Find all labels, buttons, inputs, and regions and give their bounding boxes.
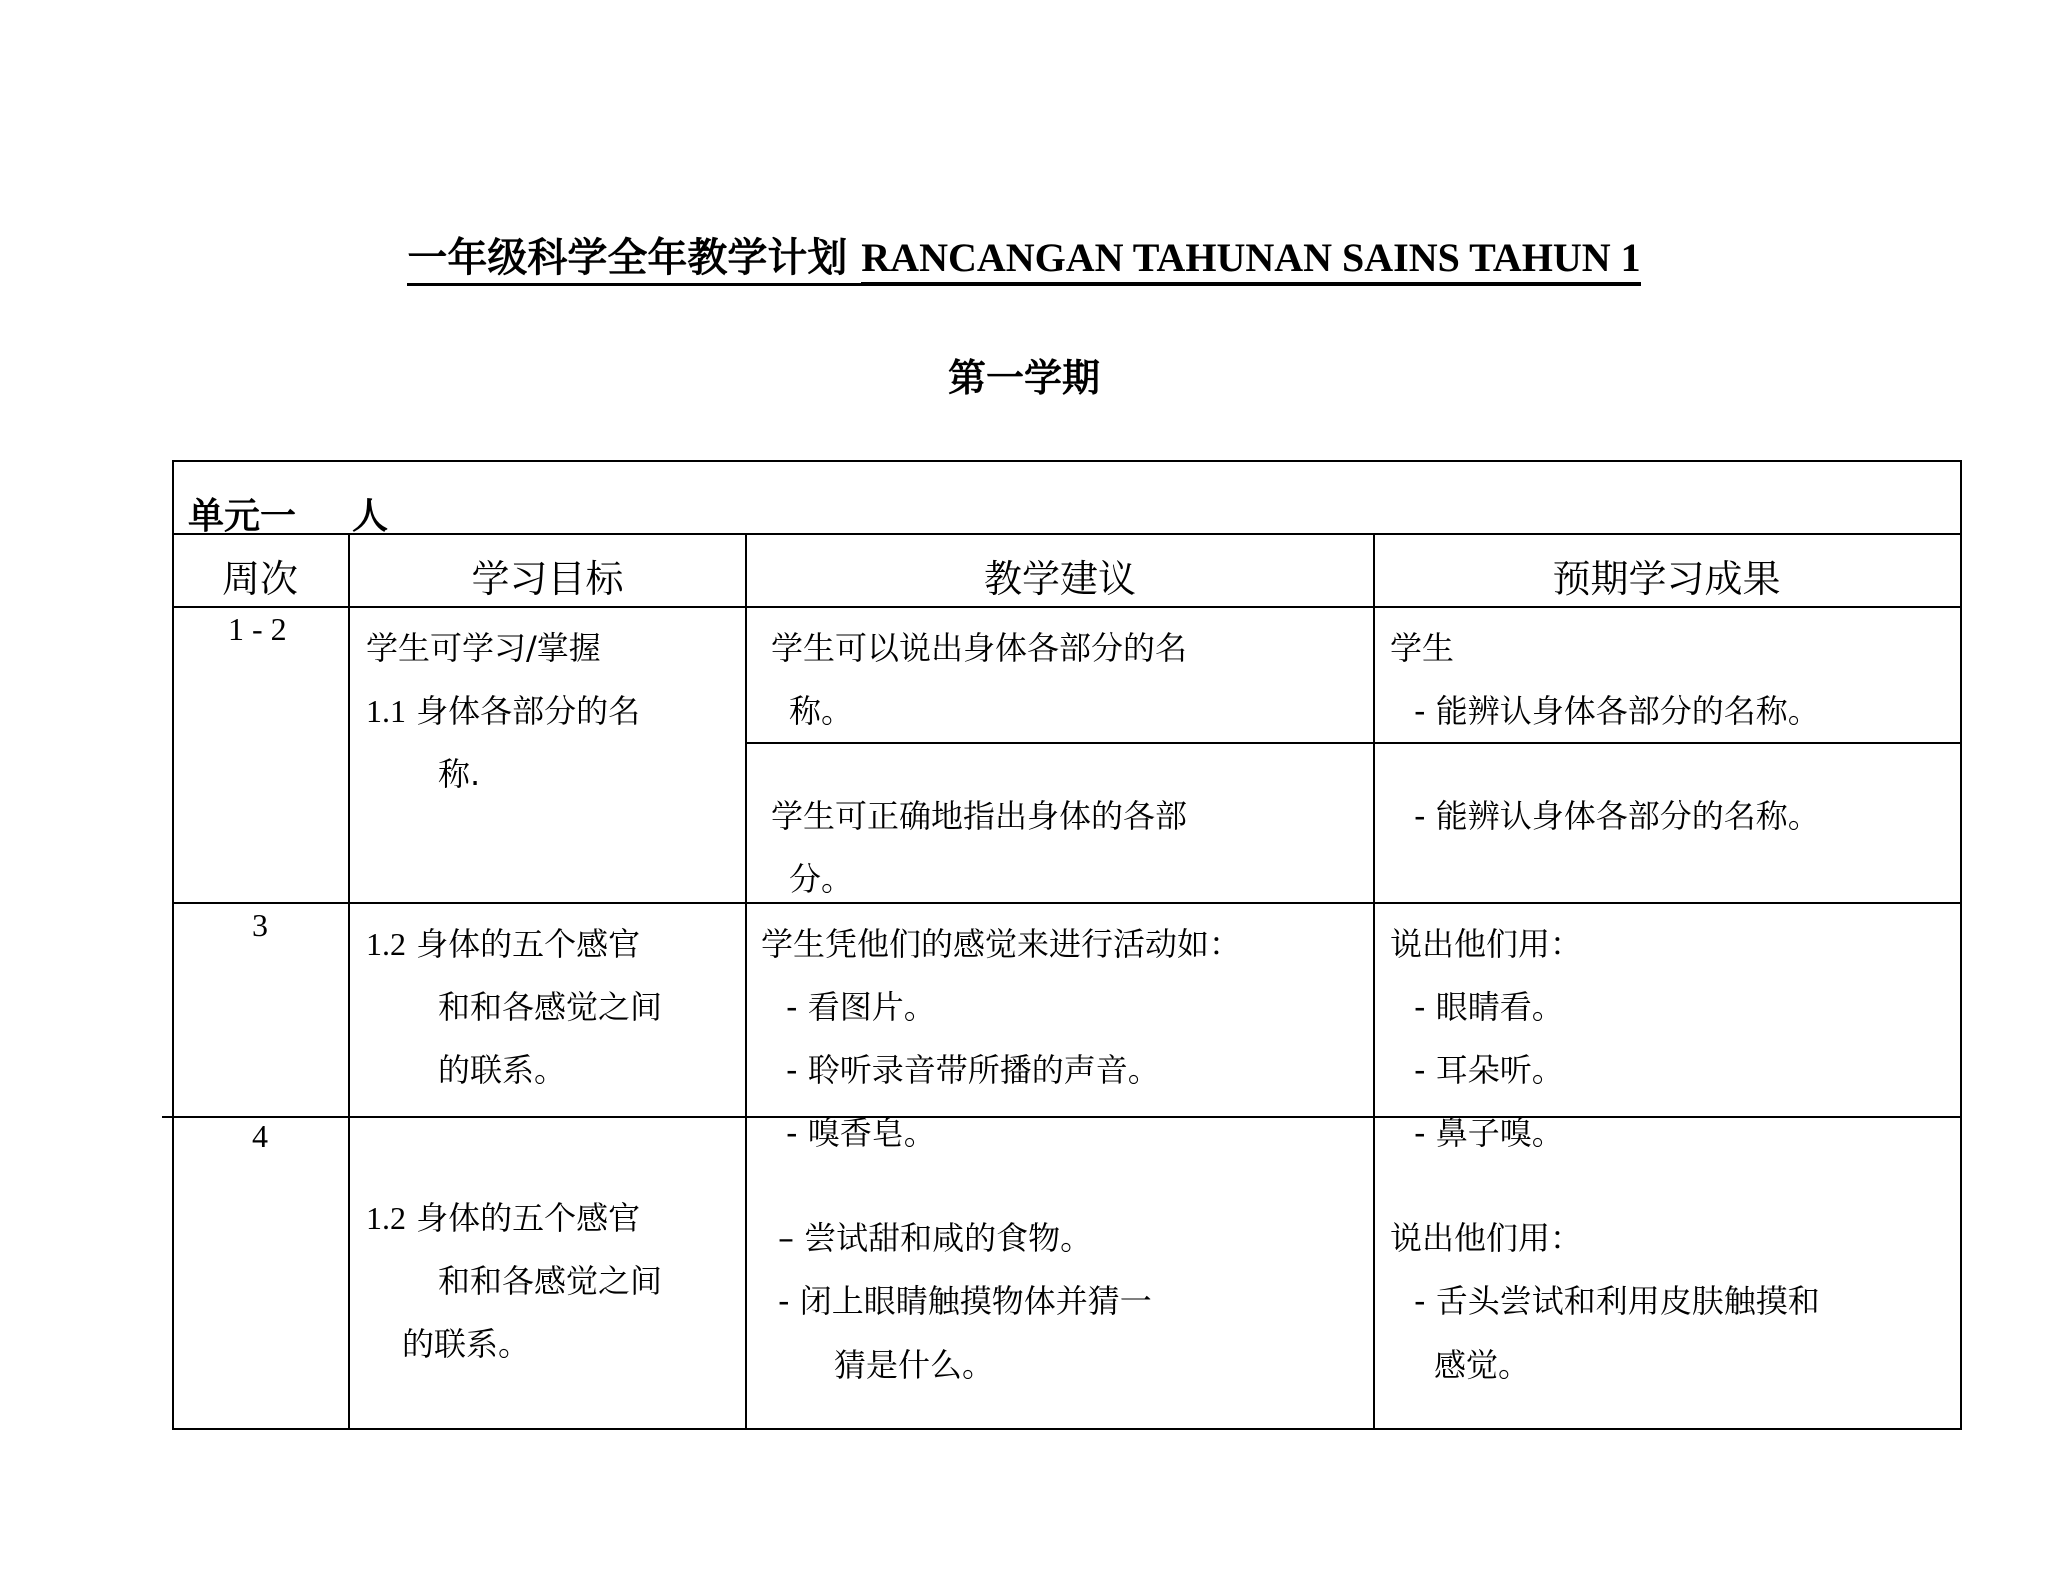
divider-unit (172, 533, 1960, 535)
objective-line: 1.2 身体的五个感官 (366, 925, 641, 963)
outcome-line: - 能辨认身体各部分的名称。 (1414, 797, 1820, 835)
suggestion-line: 学生凭他们的感觉来进行活动如： (761, 925, 1242, 963)
divider-col2 (745, 533, 747, 1428)
unit-name: 人 (352, 496, 389, 537)
objective-line: 的联系。 (402, 1325, 531, 1363)
objective-line: 称. (438, 755, 481, 793)
objective-line: 1.1 身体各部分的名 (366, 692, 641, 730)
outcome-line: - 能辨认身体各部分的名称。 (1414, 692, 1820, 730)
suggestion-line: - 看图片。 (786, 988, 936, 1026)
objective-number: 1.1 (366, 693, 406, 729)
divider-col1 (348, 533, 350, 1428)
suggestion-line: 学生可正确地指出身体的各部 (771, 797, 1188, 835)
header-suggestion: 教学建议 (983, 557, 1136, 601)
outcome-line: - 舌头尝试和利用皮肤触摸和 (1414, 1282, 1820, 1320)
objective-line: 的联系。 (438, 1051, 567, 1089)
suggestion-line: 学生可以说出身体各部分的名 (771, 629, 1188, 667)
objective-number: 1.2 (366, 926, 406, 962)
outcome-line: 学生 (1390, 629, 1455, 667)
divider-col3 (1373, 533, 1375, 1428)
objective-line: 和和各感觉之间 (438, 1262, 663, 1300)
outcome-line: 感觉。 (1434, 1346, 1531, 1384)
objective-intro: 学生可学习/掌握 (366, 629, 601, 667)
unit-heading (188, 488, 388, 539)
divider-row2 (162, 1116, 1960, 1118)
semester-heading: 第一学期 (947, 356, 1100, 400)
outcome-line: - 眼睛看。 (1414, 988, 1564, 1026)
objective-number: 1.2 (366, 1200, 406, 1236)
suggestion-line: - 闭上眼睛触摸物体并猜一 (778, 1282, 1152, 1320)
suggestion-line: 猜是什么。 (834, 1346, 995, 1384)
divider-row1 (172, 902, 1960, 904)
suggestion-line: - 聆听录音带所播的声音。 (786, 1051, 1160, 1089)
document-title (0, 226, 2048, 283)
divider-row1-sub (746, 742, 1960, 744)
week-cell: 3 (252, 907, 268, 943)
objective-line: 和和各感觉之间 (438, 988, 663, 1026)
week-cell: 4 (252, 1118, 268, 1154)
week-cell: 1 - 2 (228, 611, 287, 647)
outcome-line: 说出他们用： (1390, 1219, 1583, 1257)
divider-header (172, 606, 1960, 608)
title-chinese: 一年级科学全年教学计划 (407, 235, 847, 286)
suggestion-line: 称。 (789, 692, 854, 730)
header-week: 周次 (221, 557, 298, 601)
title-latin: RANCANGAN TAHUNAN SAINS TAHUN 1 (861, 235, 1640, 285)
header-outcome: 预期学习成果 (1552, 557, 1781, 601)
header-objective: 学习目标 (471, 557, 624, 601)
outcome-line: - 鼻子嗅。 (1414, 1114, 1564, 1152)
objective-line: 1.2 身体的五个感官 (366, 1199, 641, 1237)
outcome-line: 说出他们用： (1390, 925, 1583, 963)
suggestion-line: 分。 (789, 860, 854, 898)
outcome-line: - 耳朵听。 (1414, 1051, 1564, 1089)
suggestion-line: - 嗅香皂。 (786, 1114, 936, 1152)
suggestion-line: – 尝试甜和咸的食物。 (778, 1219, 1093, 1257)
unit-label: 单元一 (188, 496, 297, 537)
